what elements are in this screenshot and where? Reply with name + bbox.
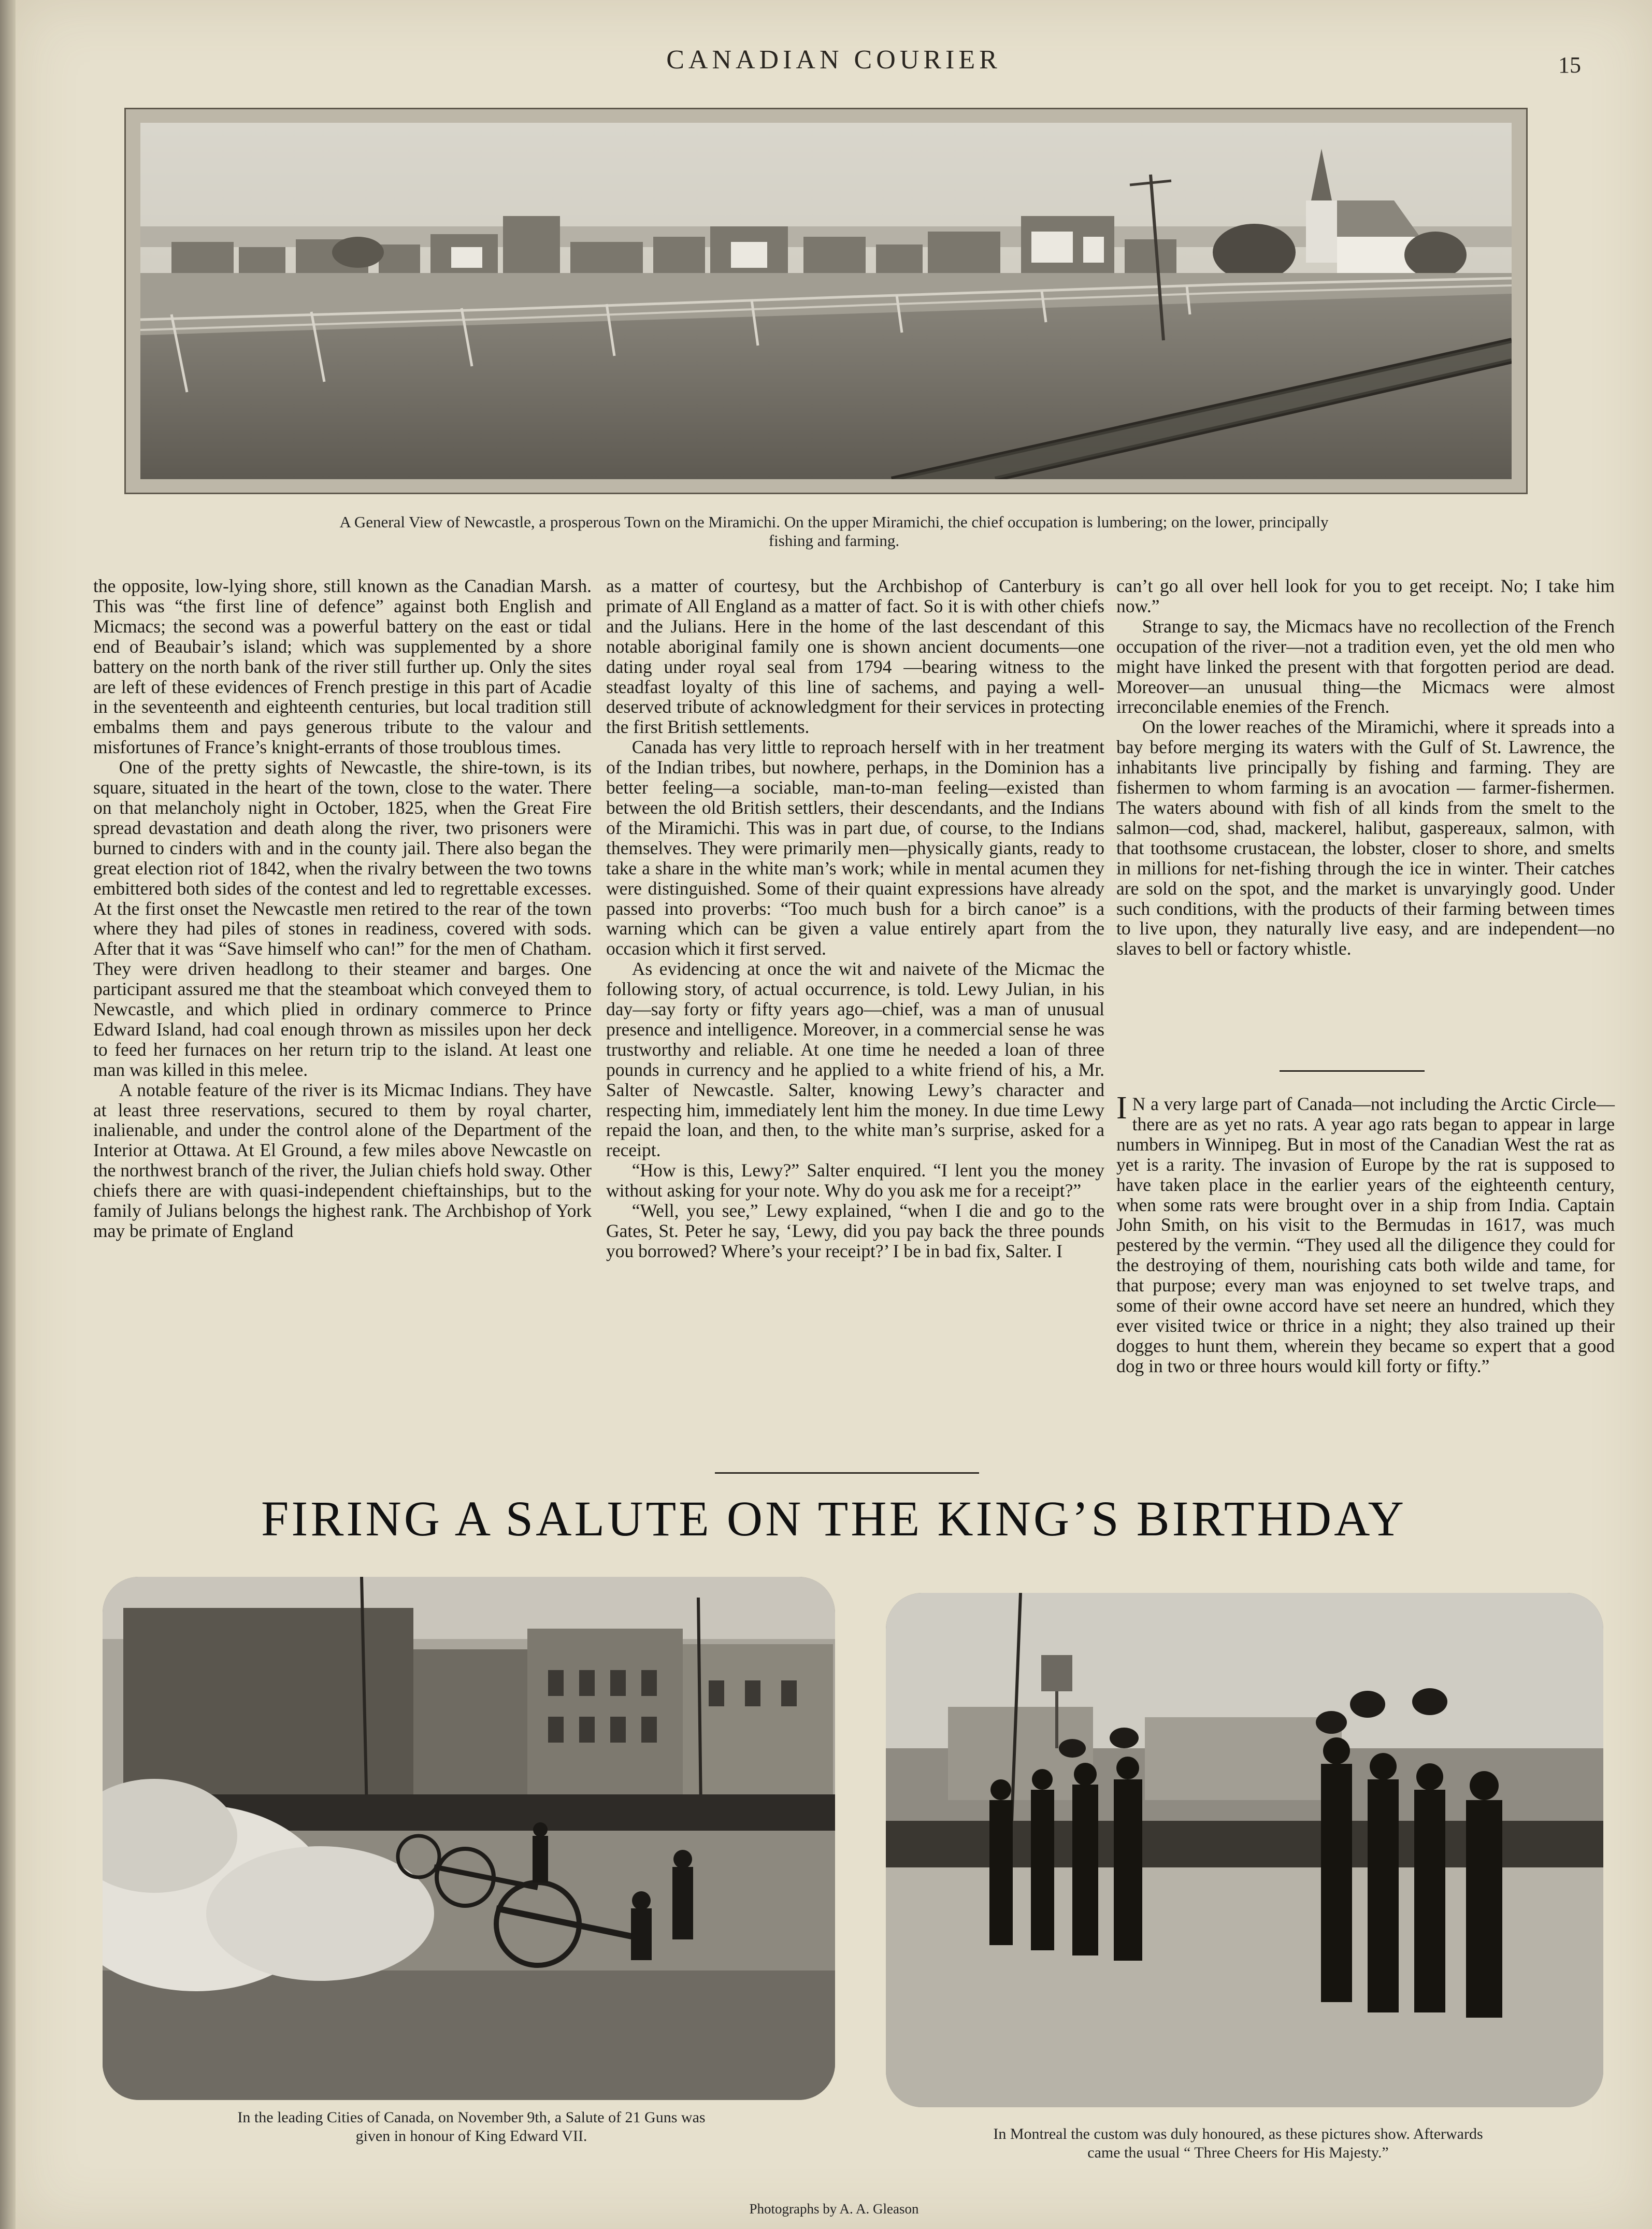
page-binding-edge <box>0 0 16 2229</box>
newcastle-photo-frame <box>124 108 1528 494</box>
col1-paragraph-1: the opposite, low-lying shore, still known as the Canadian Marsh. This was “the first line of defence” against both English and Micmacs; the second was a powerful battery on the east or tidal end of Beaubair’s island; which was supplemented by a shore battery on the north bank of the river still further up. Only the sites are left of these evidences of French prestige in this part of Acadie in the seventeenth and eighteenth centuries, but local tradition still embalms them and pays generous tribute to the valour and misfortunes of France’s knight-errants of those troublous times. <box>93 576 592 758</box>
section-divider-rule <box>1280 1070 1425 1072</box>
col2-paragraph-2: Canada has very little to reproach herself with in her treatment of the Indian tribes, but nowhere, perhaps, in the Dominion has a better feeling—a sociable, man-to-man feeling—existed than between the old British settlers, their descendants, and the Indians of the Miramichi. This was in part due, of course, to the Indians themselves. They were primarily men—physically giants, ready to take a share in the white man’s work; while in mental acumen they were distinguished. Some of their quaint expressions have already passed into proverbs: “Too much bush for a birch canoe” is a warning which can be given a value entirely apart from the occasion which it first served. <box>606 737 1104 959</box>
photo-credit: Photographs by A. A. Gleason <box>749 2201 919 2217</box>
newcastle-panorama-photo <box>140 123 1512 479</box>
col1-paragraph-3: A notable feature of the river is its Micmac Indians. They have at least three reservations, secured to them by royal charter, inalienable, and under the control alone of the Department of the Interior at Ottawa. At El Ground, a few miles above Newcastle on the northwest branch of the river, the Julian chiefs hold sway. Other chiefs there are with quasi-independent chieftainships, but to the family of Julians belongs the highest rank. The Archbishop of York may be primate of England <box>93 1079 592 1241</box>
col3-paragraph-1: can’t go all over hell look for you to get receipt. No; I take him now.” <box>1116 576 1615 616</box>
rats-article <box>1116 1090 1615 1376</box>
rats-drop-cap: I <box>1116 1090 1127 1126</box>
left-photo-caption-line-1: In the leading Cities of Canada, on November 9th, a Salute of 21 Guns was <box>237 2109 706 2126</box>
article-column-3 <box>1116 576 1615 959</box>
page-number: 15 <box>1558 52 1581 78</box>
col2-paragraph-3: As evidencing at once the wit and naivete of the Micmac the following story, of actual occurrence, is told. Lewy Julian, in his day—say forty or fifty years ago—chief, was a man of unusual presence and intelligence. Moreover, in a commercial sense he was trustworthy and reliable. At one time he needed a loan of three pounds in currency and he applied to a white friend of his, a Mr. Salter of Newcastle. Salter, knowing Lewy’s character and respecting him, immediately lent him the money. In due time Lewy repaid the loan, and then, to the white man’s surprise, asked for a receipt. <box>606 958 1104 1161</box>
running-head: CANADIAN COURIER <box>666 45 1001 75</box>
right-photo-caption-line-2: came the usual “ Three Cheers for His Majesty.” <box>1087 2144 1389 2161</box>
newcastle-panorama-illustration <box>140 123 1512 479</box>
top-photo-caption-line-2: fishing and farming. <box>768 531 900 550</box>
col3-paragraph-2: Strange to say, the Micmacs have no recollection of the French occupation of the river—not a tradition even, yet the old men who might have linked the present with that forgotten period are dead. Moreover—an unusual thing—the Micmacs were almost irreconcilable enemies of the French. <box>1116 615 1615 717</box>
right-photo-caption-line-1: In Montreal the custom was duly honoured, as these pictures show. Afterwards <box>993 2125 1483 2142</box>
col2-paragraph-5: “Well, you see,” Lewy explained, “when I die and go to the Gates, St. Peter he say, ‘Lewy, did you pay back the three pounds you borrowed? Where’s your receipt?’ I be in bad fix, Salter. I <box>606 1200 1104 1261</box>
col1-paragraph-2: One of the pretty sights of Newcastle, the shire-town, is its square, situated in the heart of the town, close to the water. There on that melancholy night in October, 1825, when the Great Fire spread devastation and death along the river, two prisoners were burned to cinders with and in the county jail. There also began the great election riot of 1842, when the rivalry between the two towns embittered both sides of the contest and led to regrettable excesses. At the first onset the Newcastle men retired to the rear of the town where they had piles of stones in readiness, covered with sods. After that it was “Save himself who can!” for the men of Chatham. They were driven headlong to their steamer and barges. One participant assured me that the steamboat which conveyed them to Newcastle, and which plied in ordinary commerce to Prince Edward Island, had coal enough thrown as missiles upon her deck to feed her furnaces on her return trip to the island. At least one man was killed in this melee. <box>93 757 592 1080</box>
col2-paragraph-1: as a matter of courtesy, but the Archbishop of Canterbury is primate of All England as a matter of fact. So it is with other chiefs and the Julians. Here in the home of the last descendant of this notable aboriginal family one is shown ancient documents—one dating under royal seal from 1794 —bearing witness to the steadfast loyalty of this line of sachems, and paying a well-deserved tribute of acknowledgment for their services in protecting the first British settlements. <box>606 576 1104 738</box>
col3-paragraph-3: On the lower reaches of the Miramichi, where it spreads into a bay before merging its waters with the Gulf of St. Lawrence, the inhabitants live principally by fishing and farming. They are fishermen to whom farming is an avocation — farmer-fishermen. The waters abound with fish of all kinds from the smelt to the salmon—cod, shad, mackerel, halibut, gaspereaux, salmon, with that toothsome crustacean, the lobster, closer to shore, and smelts in millions for net-fishing through the ice in winter. Their catches are sold on the spot, and the market is unvaryingly good. Under such conditions, with the products of their farming between times to live upon, they naturally live easy, and are independent—no slaves to bell or factory whistle. <box>1116 716 1615 959</box>
left-photo-caption-line-2: given in honour of King Edward VII. <box>355 2127 587 2145</box>
artillery-salute-illustration <box>103 1577 835 2100</box>
headline-rule <box>715 1472 979 1474</box>
magazine-page <box>16 0 1652 2229</box>
three-cheers-illustration <box>886 1593 1603 2107</box>
article-column-1 <box>93 576 592 1241</box>
top-photo-caption-line-1: A General View of Newcastle, a prosperous Town on the Miramichi. On the upper Miramichi, the chief occupation is lumbering; on the lower, principally <box>339 513 1329 531</box>
montreal-cheers-photo <box>886 1593 1603 2107</box>
article-column-2 <box>606 576 1104 1261</box>
salute-headline: FIRING A SALUTE ON THE KING’S BIRTHDAY <box>261 1491 1406 1546</box>
col2-paragraph-4: “How is this, Lewy?” Salter enquired. “I lent you the money without asking for your note. Why do you ask me for a receipt?” <box>606 1160 1104 1201</box>
salute-guns-photo <box>103 1577 835 2100</box>
rats-paragraph: N a very large part of Canada—not including the Arctic Circle—there are as yet no rats. A year ago rats began to appear in large numbers in Winnipeg. But in most of the Canadian West the rat as yet is a rarity. The invasion of Europe by the rat is supposed to have taken place in the earlier years of the eighteenth century, when some rats were brought over in a ship from India. Captain John Smith, on his visit to the Bermudas in 1617, was much pestered by the vermin. “They used all the diligence they could for the destroying of them, nourishing cats both wilde and tame, for that purpose; every man was enjoyned to set twelve traps, and some of their owne accord have set neere an hundred, which they ever visited twice or thrice in a night; they also trained up their dogges to hunt them, wherein they became so expert that a good dog in two or three hours would kill forty or fifty.” <box>1116 1094 1615 1376</box>
